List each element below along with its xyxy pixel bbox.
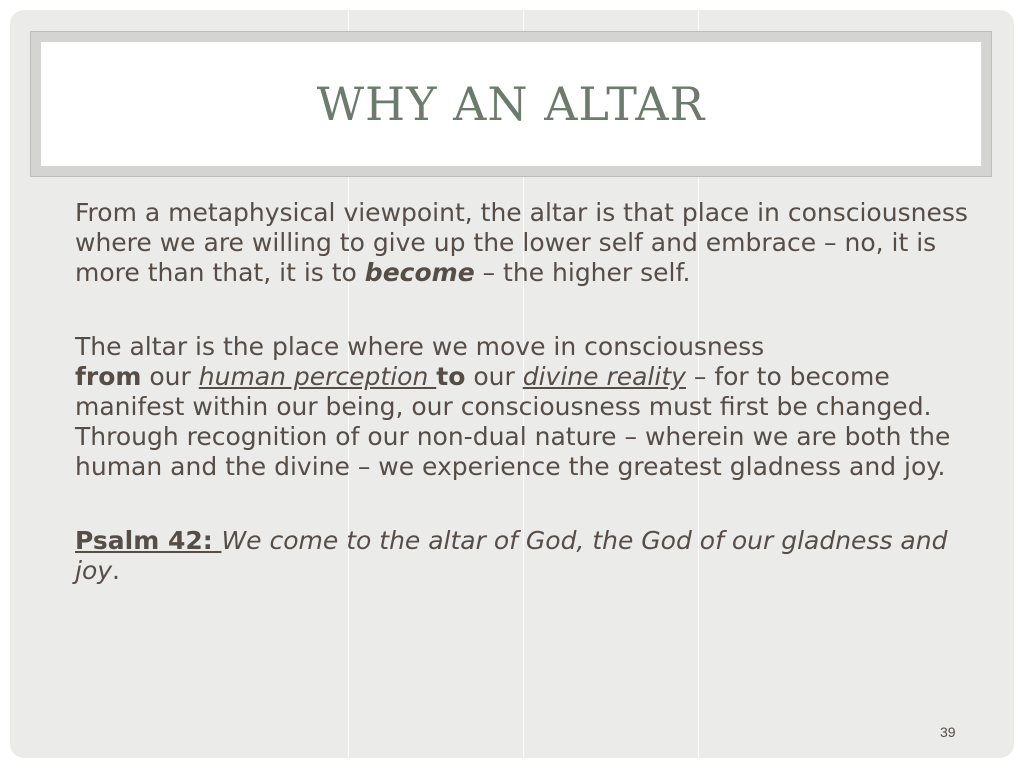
paragraph-psalm: [75, 526, 975, 586]
paragraph-text: – for to become manifest within our being, our consciousness must first be changed. Through recognition of our non-dual nature – wherein we are both the human and the divine – we experience the greatest gladness and joy.: [75, 362, 951, 481]
paragraph-text: From a metaphysical viewpoint, the altar is that place in consciousness where we are willing to give up the lower self and embrace – no, it is more than that, it is to: [75, 198, 968, 287]
paragraph-text: our: [141, 362, 199, 391]
emphasis-human-perception: human perception: [198, 362, 437, 391]
paragraph-text: The altar is the place where we move in consciousness: [75, 332, 765, 361]
paragraph-text: our: [465, 362, 523, 391]
paragraph-text: – the higher self.: [474, 258, 691, 287]
paragraph-consciousness: [75, 332, 975, 482]
slide-body: [75, 198, 975, 630]
slide-title: WHY AN ALTAR: [316, 77, 706, 131]
emphasis-from: from: [75, 362, 142, 391]
title-box: [41, 42, 981, 166]
paragraph-text: .: [112, 556, 120, 585]
psalm-reference: Psalm 42:: [75, 526, 222, 555]
psalm-quote: We come to the altar of God, the God of our gladness and joy: [75, 526, 948, 585]
emphasis-to: to: [436, 362, 466, 391]
page-number: 39: [940, 724, 956, 740]
emphasis-become: become: [364, 258, 475, 287]
emphasis-divine-reality: divine reality: [522, 362, 686, 391]
title-frame: [30, 31, 992, 177]
paragraph-metaphysical: [75, 198, 975, 288]
slide: [10, 10, 1014, 758]
